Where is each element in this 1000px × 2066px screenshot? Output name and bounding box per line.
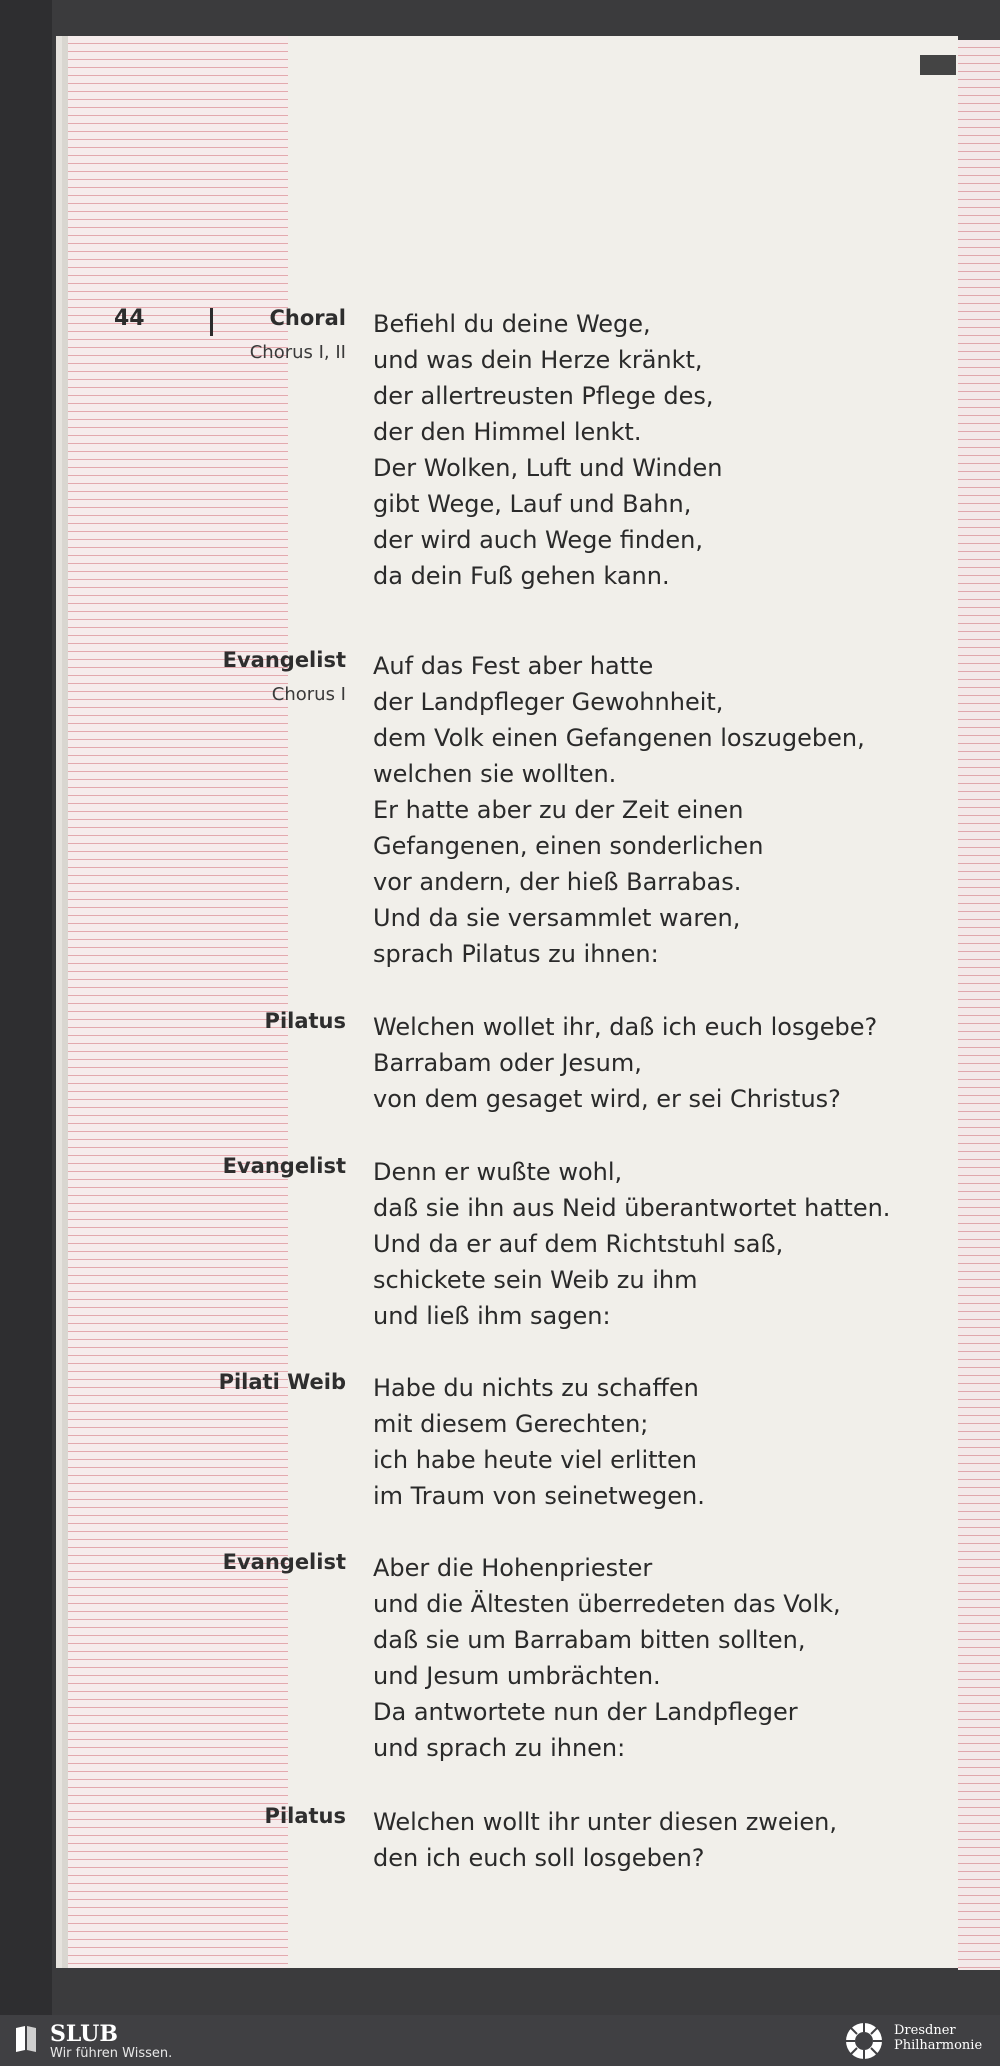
lyric-text (373, 1550, 841, 1766)
lyric-line: Und da sie versammlet waren, (373, 904, 741, 932)
book-icon (14, 2024, 38, 2052)
lyric-line: von dem gesaget wird, er sei Christus? (373, 1085, 841, 1113)
lyric-line: daß sie ihn aus Neid überantwortet hatten. (373, 1194, 891, 1222)
scan-edge (0, 0, 52, 2015)
lyric-line: mit diesem Gerechten; (373, 1410, 649, 1438)
lyric-line: schickete sein Weib zu ihm (373, 1266, 698, 1294)
lyric-line: Welchen wollet ihr, daß ich euch losgebe? (373, 1013, 878, 1041)
lyric-line: Gefangenen, einen sonderlichen (373, 832, 764, 860)
lyric-line: den ich euch soll losgeben? (373, 1844, 705, 1872)
lyric-line: Befiehl du deine Wege, (373, 310, 651, 338)
lyric-line: der Landpfleger Gewohnheit, (373, 688, 724, 716)
role-label: Pilatus (264, 1009, 346, 1033)
booklet-page (68, 36, 958, 1968)
page-tab-marker (920, 55, 956, 75)
lyric-text (373, 648, 865, 972)
lyric-line: der wird auch Wege finden, (373, 526, 703, 554)
role-label: Evangelist (222, 1550, 346, 1574)
lyric-text (373, 1009, 877, 1117)
next-page-edge (958, 40, 1000, 1970)
lyric-line: welchen sie wollten. (373, 760, 617, 788)
chorus-label: Chorus I, II (249, 342, 346, 363)
lyric-line: Auf das Fest aber hatte (373, 652, 654, 680)
lyric-text (373, 1154, 890, 1334)
philharmonie-logo-icon (844, 2021, 884, 2061)
lyric-line: Der Wolken, Luft und Winden (373, 454, 723, 482)
lyric-text (373, 306, 723, 594)
lyric-line: Und da er auf dem Richtstuhl saß, (373, 1230, 784, 1258)
role-label: Choral (269, 306, 346, 330)
lyric-line: Da antwortete nun der Landpfleger (373, 1698, 798, 1726)
lyric-line: vor andern, der hieß Barrabas. (373, 868, 742, 896)
movement-number: 44 (114, 306, 145, 331)
lyric-line: Barrabam oder Jesum, (373, 1049, 642, 1077)
lyric-line: gibt Wege, Lauf und Bahn, (373, 490, 692, 518)
slub-logo-text: SLUB (50, 2021, 118, 2047)
role-label: Pilati Weib (218, 1370, 346, 1394)
lyric-text (373, 1370, 705, 1514)
lyric-line: daß sie um Barrabam bitten sollten, (373, 1626, 806, 1654)
partner-line: Philharmonie (894, 2038, 983, 2053)
lyric-line: und was dein Herze kränkt, (373, 346, 703, 374)
lyric-line: und sprach zu ihnen: (373, 1734, 626, 1762)
philharmonie-logo-text (894, 2023, 982, 2053)
role-label: Evangelist (222, 1154, 346, 1178)
lyric-line: und die Ältesten überredeten das Volk, (373, 1590, 841, 1618)
role-label: Pilatus (264, 1804, 346, 1828)
lyric-line: Aber die Hohenpriester (373, 1554, 653, 1582)
lyric-line: dem Volk einen Gefangenen loszugeben, (373, 724, 865, 752)
footer-bar (0, 2015, 1000, 2066)
lyric-line: sprach Pilatus zu ihnen: (373, 940, 659, 968)
lyric-line: Habe du nichts zu schaffen (373, 1374, 699, 1402)
role-label: Evangelist (222, 648, 346, 672)
lyric-line: Welchen wollt ihr unter diesen zweien, (373, 1808, 837, 1836)
partner-line: Dresdner (894, 2023, 956, 2038)
lyric-line: der allertreusten Pflege des, (373, 382, 714, 410)
chorus-label: Chorus I (271, 684, 346, 705)
lyric-line: der den Himmel lenkt. (373, 418, 642, 446)
lyric-line: im Traum von seinetwegen. (373, 1482, 705, 1510)
lyric-text (373, 1804, 837, 1876)
lyric-line: Denn er wußte wohl, (373, 1158, 623, 1186)
lyric-line: ich habe heute viel erlitten (373, 1446, 697, 1474)
lyric-line: und Jesum umbrächten. (373, 1662, 661, 1690)
lyric-line: und ließ ihm sagen: (373, 1302, 611, 1330)
lyric-line: Er hatte aber zu der Zeit einen (373, 796, 744, 824)
lyric-line: da dein Fuß gehen kann. (373, 562, 670, 590)
slub-tagline: Wir führen Wissen. (50, 2046, 173, 2061)
